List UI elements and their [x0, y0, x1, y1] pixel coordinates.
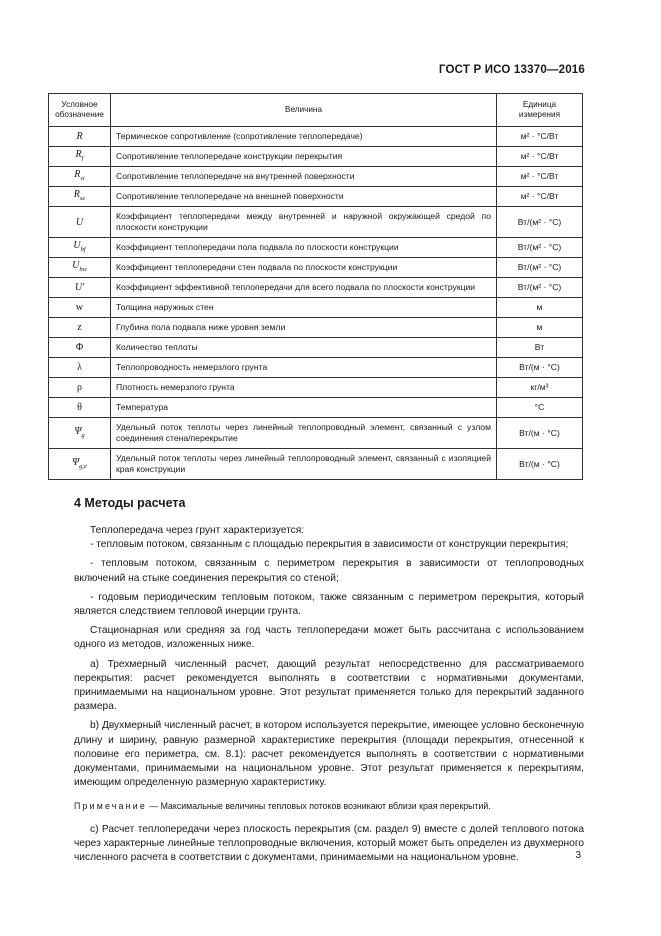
section-title: 4 Методы расчета: [74, 496, 186, 510]
table-row: [49, 398, 583, 418]
table-row: [49, 418, 583, 449]
unit-cell: м² · °С/Вт: [497, 127, 583, 147]
paragraph: c) Расчет теплопередачи через плоскость перекрытия (см. раздел 9) вместе с долей теплового потока через характерные линейные теплопроводные включения, который может быть определен из двухмерного численного расчета в соответствии с документами, принимаемыми на национальном уровне.: [74, 823, 584, 864]
unit-cell: м: [497, 298, 583, 318]
symbol-cell: [49, 418, 111, 449]
unit-cell: Вт: [497, 338, 583, 358]
table-header-row: [49, 94, 583, 127]
symbol: R: [75, 149, 82, 160]
quantity-cell: Термическое сопротивление (сопротивление теплопередаче): [111, 127, 497, 147]
page-number: 3: [575, 850, 581, 861]
section-body: [74, 524, 584, 865]
symbol-cell: [49, 358, 111, 378]
unit-cell: м² · °С/Вт: [497, 187, 583, 207]
quantity-cell: Теплопроводность немерзлого грунта: [111, 358, 497, 378]
quantity-cell: Сопротивление теплопередаче на внутренней поверхности: [111, 167, 497, 187]
table-row: [49, 318, 583, 338]
standard-id: ГОСТ Р ИСО 13370—2016: [438, 64, 585, 76]
header-unit: Единица измерения: [497, 94, 583, 127]
table-row: [49, 298, 583, 318]
quantity-cell: Коэффициент теплопередачи между внутренней и наружной окружающей средой по плоскости конструкции: [111, 207, 497, 238]
note-text: — Максимальные величины тепловых потоков возникают вблизи края перекрытий.: [146, 801, 491, 812]
table-row: [49, 449, 583, 480]
unit-cell: Вт/(м · °С): [497, 418, 583, 449]
symbol-subscript: g: [81, 431, 85, 439]
unit-cell: кг/м³: [497, 378, 583, 398]
note: [74, 799, 584, 813]
unit-cell: м: [497, 318, 583, 338]
unit-cell: Вт/(м · °С): [497, 449, 583, 480]
unit-cell: Вт/(м² · °С): [497, 238, 583, 258]
table-row: [49, 238, 583, 258]
symbols-table: [48, 93, 583, 480]
symbol-cell: [49, 258, 111, 278]
table-row: [49, 167, 583, 187]
quantity-cell: Температура: [111, 398, 497, 418]
symbol: z: [77, 322, 82, 333]
table-row: [49, 378, 583, 398]
symbol-subscript: bw: [79, 266, 87, 273]
list-item: - годовым периодическим тепловым потоком, также связанным с периметром перекрытия, который является следствием тепловой инерции грунта.: [74, 591, 584, 618]
symbol: Φ: [75, 342, 84, 353]
quantity-cell: Сопротивление теплопередаче на внешней поверхности: [111, 187, 497, 207]
symbol: R: [73, 189, 80, 200]
quantity-cell: Удельный поток теплоты через линейный теплопроводный элемент, связанный с узлом соединения стена/перекрытие: [111, 418, 497, 449]
unit-cell: °С: [497, 398, 583, 418]
symbol-subscript: si: [80, 175, 85, 182]
symbol: U: [72, 260, 80, 271]
symbol: U: [75, 216, 84, 228]
quantity-cell: Плотность немерзлого грунта: [111, 378, 497, 398]
quantity-cell: Глубина пола подвала ниже уровня земли: [111, 318, 497, 338]
unit-cell: Вт/(м · °С): [497, 358, 583, 378]
table-row: [49, 358, 583, 378]
symbol-cell: [49, 147, 111, 167]
quantity-cell: Сопротивление теплопередаче конструкции перекрытия: [111, 147, 497, 167]
symbol: w: [75, 302, 84, 313]
note-label: Примечание: [74, 801, 147, 812]
symbol-cell: [49, 127, 111, 147]
table-row: [49, 338, 583, 358]
quantity-cell: Удельный поток теплоты через линейный теплопроводный элемент, связанный с изоляцией края конструкции: [111, 449, 497, 480]
symbol: λ: [77, 362, 82, 373]
symbol-cell: [49, 207, 111, 238]
symbol-subscript: se: [79, 195, 86, 202]
unit-cell: м² · °С/Вт: [497, 167, 583, 187]
quantity-cell: Коэффициент эффективной теплопередачи для всего подвала по плоскости конструкции: [111, 278, 497, 298]
list-item: - тепловым потоком, связанным с площадью перекрытия в зависимости от конструкции перекрытия;: [90, 539, 569, 551]
symbol-subscript: g,e: [79, 462, 87, 470]
symbol-subscript: f: [81, 155, 84, 162]
symbol: R: [76, 131, 83, 142]
unit-cell: м² · °С/Вт: [497, 147, 583, 167]
symbol-cell: [49, 398, 111, 418]
symbol-cell: [49, 378, 111, 398]
header-symbol: Условное обозначение: [49, 94, 111, 127]
symbol: U': [74, 282, 85, 293]
paragraph: b) Двухмерный численный расчет, в котором используется перекрытие, имеющее условно бесконечную длину и ширину, равную размерной характеристике перекрытия (площади перекрытия, отнесенной к половине его периметра, см. 8.1): расчет рекомендуется выполнять в соответствии с нормативными документами, принимаемыми на национальном уровне. Этот результат применяется к перекрытиям, имеющим определенную размерную характеристику.: [74, 720, 584, 789]
table-row: [49, 147, 583, 167]
table-row: [49, 278, 583, 298]
symbol-cell: [49, 449, 111, 480]
symbol: R: [74, 169, 81, 180]
symbol: U: [73, 240, 81, 251]
table-row: [49, 187, 583, 207]
table-row: [49, 207, 583, 238]
symbol-subscript: bf: [80, 246, 86, 253]
symbol-cell: [49, 338, 111, 358]
paragraph: a) Трехмерный численный расчет, дающий результат непосредственно для рассматриваемого перекрытия: расчет рекомендуется выполнять в соответствии с нормативными документами, принимаемыми на национальном уровне. Этот результат применяется только для перекрытий заданного размера.: [74, 658, 584, 713]
unit-cell: Вт/(м² · °С): [497, 258, 583, 278]
symbol-cell: [49, 187, 111, 207]
quantity-cell: Количество теплоты: [111, 338, 497, 358]
symbol: θ: [77, 402, 82, 413]
table-row: [49, 127, 583, 147]
unit-cell: Вт/(м² · °С): [497, 207, 583, 238]
quantity-cell: Коэффициент теплопередачи пола подвала по плоскости конструкции: [111, 238, 497, 258]
list-item: - тепловым потоком, связанным с периметром перекрытия в зависимости от теплопроводных включений на стыке соединения перекрытия со стеной;: [74, 558, 584, 584]
symbol-cell: [49, 278, 111, 298]
symbol: Ψ: [72, 456, 80, 468]
paragraph: Теплопередача через грунт характеризуется:: [90, 525, 305, 536]
header-quantity: Величина: [111, 94, 497, 127]
symbol-cell: [49, 318, 111, 338]
paragraph: Стационарная или средняя за год часть теплопередачи может быть рассчитана с использованием одного из методов, изложенных ниже.: [74, 625, 584, 651]
quantity-cell: Коэффициент теплопередачи стен подвала по плоскости конструкции: [111, 258, 497, 278]
quantity-cell: Толщина наружных стен: [111, 298, 497, 318]
symbol: Ψ: [74, 425, 82, 437]
symbol-cell: [49, 167, 111, 187]
table-row: [49, 258, 583, 278]
symbol-cell: [49, 238, 111, 258]
unit-cell: Вт/(м² · °С): [497, 278, 583, 298]
symbol: ρ: [77, 382, 82, 393]
symbol-cell: [49, 298, 111, 318]
